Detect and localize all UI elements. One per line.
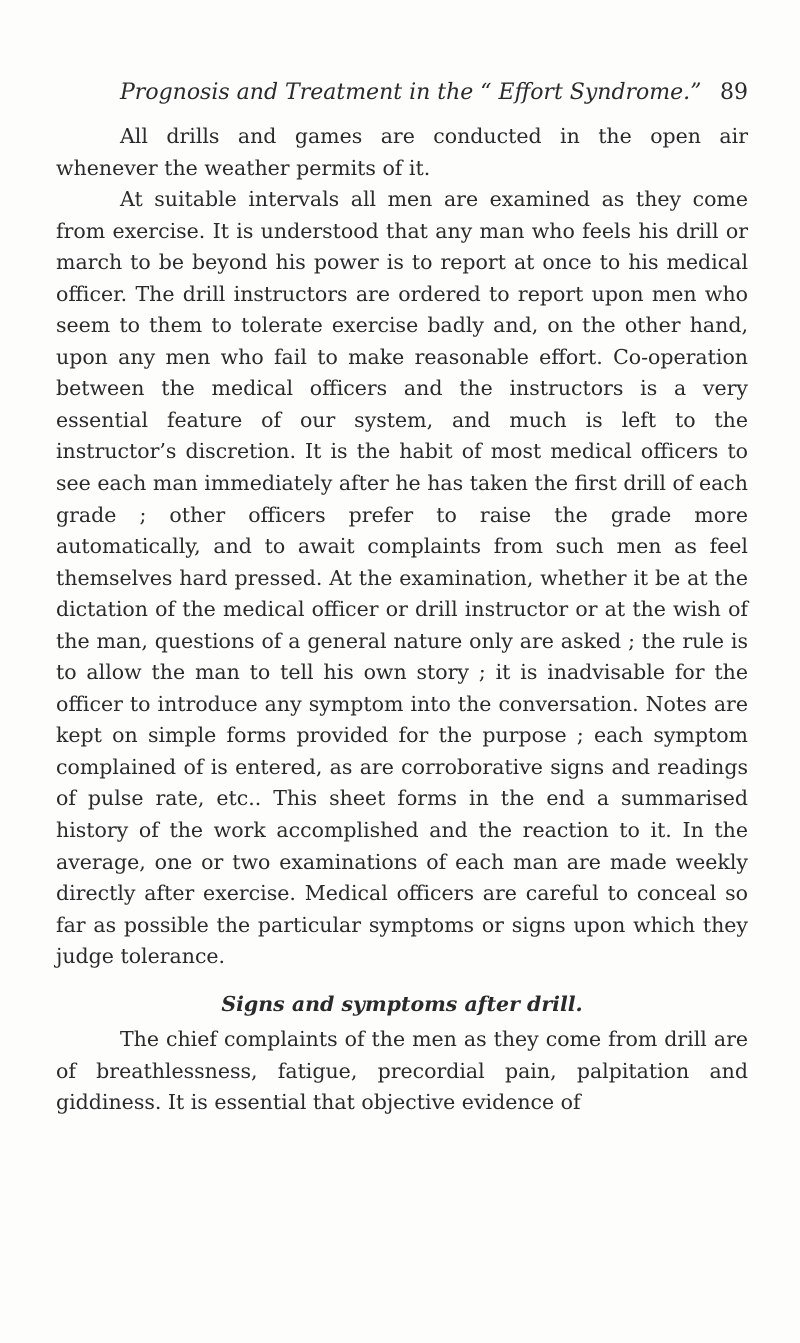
running-head [120, 76, 748, 110]
paragraph-examinations: At suitable intervals all men are examined as they come from exercise. It is understood that any man who feels his drill or march to be beyond his power is to report at once to his medical officer. The drill instructors are ordered to report upon men who seem to them to tolerate exercise badly and, on the other hand, upon any men who fail to make reasonable effort. Co-operation between the medical officers and the instructors is a very essential feature of our system, and much is left to the instructor’s discretion. It is the habit of most medical officers to see each man immediately after he has taken the first drill of each grade ; other officers prefer to raise the grade more automatically, and to await complaints from such men as feel themselves hard pressed. At the examination, whether it be at the dictation of the medical officer or drill instructor or at the wish of the man, questions of a general nature only are asked ; the rule is to allow the man to tell his own story ; it is inadvisable for the officer to introduce any symptom into the conversation. Notes are kept on simple forms provided for the purpose ; each symptom complained of is entered, as are corroborative signs and readings of pulse rate, etc.. This sheet forms in the end a summarised history of the work accomplished and the reaction to it. In the average, one or two examinations of each man are made weekly directly after exercise. Medical officers are careful to conceal so far as possible the particular symptoms or signs upon which they judge tolerance. [56, 187, 748, 969]
page-number: 89 [720, 80, 748, 105]
paragraph-open-air: All drills and games are conducted in the open air whenever the weather permits of it. [56, 124, 748, 180]
paragraph-chief-complaints: The chief complaints of the men as they come from drill are of breathlessness, fatigue, precordial pain, palpitation and giddiness. It is essential that objective evidence of [56, 1027, 748, 1115]
body-text [56, 121, 748, 1119]
section-heading: Signs and symptoms after drill. [221, 991, 583, 1016]
running-title: Prognosis and Treatment in the “ Effort Syndrome.” [120, 80, 702, 105]
